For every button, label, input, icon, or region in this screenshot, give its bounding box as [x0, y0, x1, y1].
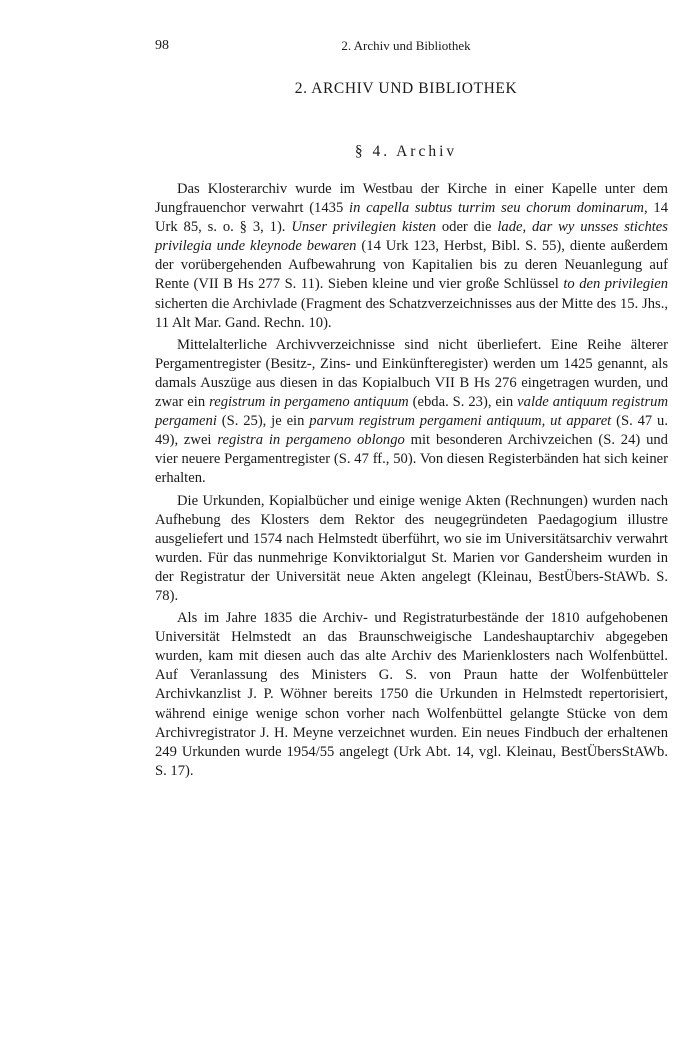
- running-head: 2. Archiv und Bibliothek: [341, 38, 471, 53]
- paragraph: [155, 180, 668, 333]
- text-run: Als im Jahre 1835 die Archiv- und Registraturbestände der 1810 aufgehobenen Universität Helmstedt an das Braunschweigische Landeshauptarchiv abgegeben wurden, kam mit diesen auch das alte Archiv des Marienklosters nach Wolfenbüttel. Auf Veranlassung des Ministers G. S. von Praun hatte der Wolfenbütteler Archivkanzlist J. P. Wöhner bereits 1750 die Urkunden in Helmstedt repertorisiert, während einige wenige schon vorher nach Wolfenbüttel gelangte Stücke von dem Archivregistrator J. H. Meyne verzeichnet wurden. Ein neues Findbuch der erhaltenen 249 Urkunden wurde 1954/55 angelegt (Urk Abt. 14, vgl. Kleinau, BestÜbersStAWb. S. 17).: [155, 610, 668, 779]
- italic-run: registra in pergameno oblongo: [217, 432, 405, 449]
- chapter-title: 2. ARCHIV UND BIBLIOTHEK: [294, 80, 518, 97]
- text-run: 14 Urk 85, s. o. § 3, 1).: [155, 200, 668, 236]
- text-run: mit besonderen Archivzeichen (S. 24) und vier neuere Pergamentregister (S. 47 ff., 50). Von diesen Registerbänden hat sich keiner erhalten.: [155, 432, 668, 487]
- paragraph: [155, 336, 668, 489]
- italic-run: valde antiquum registrum pergameni: [155, 394, 669, 430]
- italic-run: registrum in pergameno antiquum: [209, 394, 409, 411]
- paragraph: [155, 492, 668, 607]
- text-run: oder die: [436, 219, 498, 236]
- italic-run: Unser privilegien kisten: [291, 219, 436, 236]
- text-run: Die Urkunden, Kopialbücher und einige wenige Akten (Rechnungen) wurden nach Aufhebung des Klosters dem Rektor des neugegründeten Paedagogium illustre ausgeliefert und 1574 nach Helmstedt überführt, wo sie im Universitätsarchiv verwahrt wurden. Für das nunmehrige Konviktorialgut St. Marien vor Gandersheim wurden in der Registratur der Universität neue Akten angelegt (Kleinau, BestÜbers-StAWb. S. 78).: [155, 492, 668, 604]
- italic-run: to den privilegien: [563, 276, 668, 293]
- text-run: sicherten die Archivlade (Fragment des Schatzverzeichnisses aus der Mitte des 15. Jhs., 11 Alt Mar. Gand. Rechn. 10).: [155, 295, 668, 331]
- italic-run: in capella subtus turrim seu chorum dominarum,: [349, 200, 648, 217]
- text-run: (S. 25), je ein: [216, 413, 310, 430]
- text-run: Das Klosterarchiv wurde im Westbau der Kirche in einer Kapelle unter dem Jungfrauenchor verwahrt (1435: [155, 181, 668, 217]
- text-run: (ebda. S. 23), ein: [408, 394, 518, 411]
- paragraph: [155, 609, 668, 781]
- page-number: 98: [155, 38, 169, 53]
- italic-run: lade, dar wy unsses stichtes privilegia unde kleynode bewaren: [155, 219, 668, 255]
- section-title: § 4. Archiv: [354, 143, 458, 160]
- body-text: [155, 180, 668, 781]
- text-run: Mittelalterliche Archivverzeichnisse sind nicht überliefert. Eine Reihe älterer Pergamentregister (Besitz-, Zins- und Einkünfteregister) werden um 1425 genannt, als damals Auszüge aus diesen in das Kopialbuch VII B Hs 276 eingetragen wurden, und zwar ein: [155, 336, 668, 411]
- text-run: (14 Urk 123, Herbst, Bibl. S. 55), diente außerdem der vorübergehenden Aufbewahrung von Kapitalien bis zu deren Neuanlegung auf Rente (VII B Hs 277 S. 11). Sieben kleine und vier große Schlüssel: [155, 238, 668, 293]
- text-run: (S. 47 u. 49), zwei: [155, 413, 668, 449]
- italic-run: parvum registrum pergameni antiquum, ut apparet: [309, 413, 612, 430]
